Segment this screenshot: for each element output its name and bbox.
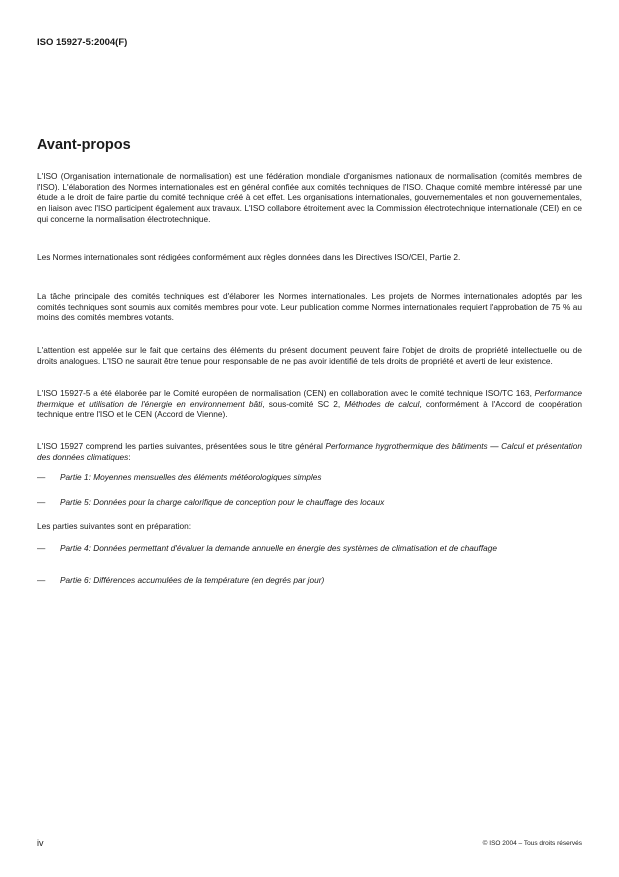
copyright-notice: © ISO 2004 – Tous droits réservés [482,840,582,847]
list-item [37,472,582,483]
paragraph-directives: Les Normes internationales sont rédigées conformément aux règles données dans les Directives ISO/CEI, Partie 2. [37,252,461,262]
text: : [128,451,131,462]
general-title: Performance hygrothermique des bâtiments — Calcul et présentation des données climatiques [37,441,582,462]
paragraph-iso-intro: L'ISO (Organisation internationale de normalisation) est une fédération mondiale d'organismes nationaux de normalisation (comités membres de l'ISO). L'élaboration des Normes internationales est en général confiée aux comités techniques de l'ISO. Chaque comité membre intéressé par une étude a le droit de faire partie du comité technique créé à cet effet. Les organisations internationales, gouvernementales et non gouvernementales, en liaison avec l'ISO participent également aux travaux. L'ISO collabore étroitement avec la Commission électrotechnique internationale (CEI) en ce qui concerne la normalisation électrotechnique. [37,171,582,224]
list-item [37,543,582,554]
paragraph-parts-intro [37,441,582,462]
page-number: iv [37,838,44,848]
list-item-text: Partie 6: Différences accumulées de la température (en degrés par jour) [60,575,325,585]
list-item-text: Partie 1: Moyennes mensuelles des éléments météorologiques simples [60,472,322,482]
text: , conformément à l'Accord de coopération technique entre l'ISO et le CEN (Accord de Vienne). [37,398,582,420]
paragraph-patent-rights: L'attention est appelée sur le fait que certains des éléments du présent document peuvent faire l'objet de droits de propriété intellectuelle ou de droits analogues. L'ISO ne saurait être tenue pour responsable de ne pas avoir identifié de tels droits de propriété et averti de leur existence. [37,345,582,366]
text: , sous-comité SC 2, [262,398,345,409]
list-item-text: Partie 5: Données pour la charge calorifique de conception pour le chauffage des locaux [60,497,385,507]
subcommittee-title: Méthodes de calcul [344,398,420,409]
dash-bullet: — [37,575,46,585]
document-id-header: ISO 15927-5:2004(F) [37,37,128,48]
text: L'ISO 15927 comprend les parties suivantes, présentées sous le titre général [37,441,326,451]
committee-title: Performance thermique et utilisation de l'énergie en environnement bâti [37,388,582,409]
paragraph-preparation [37,388,582,420]
list-item-text: Partie 4: Données permettant d'évaluer la demande annuelle en énergie des systèmes de climatisation et de chauffage [60,543,497,553]
paragraph-in-preparation: Les parties suivantes sont en préparation: [37,521,192,531]
paragraph-technical-committees: La tâche principale des comités techniques est d'élaborer les Normes internationales. Les projets de Normes internationales adoptés par les comités techniques sont soumis aux comités membres pour vote. Leur publication comme Normes internationales requiert l'approbation de 75 % au moins des comités membres votants. [37,291,582,323]
text: L'ISO 15927-5 a été élaborée par le Comité européen de normalisation (CEN) en collaboration avec le comité technique ISO/TC 163, [37,388,535,398]
dash-bullet: — [37,472,46,482]
list-item [37,575,582,586]
dash-bullet: — [37,497,46,507]
page-title: Avant-propos [37,137,131,153]
list-item [37,497,582,508]
dash-bullet: — [37,543,46,553]
